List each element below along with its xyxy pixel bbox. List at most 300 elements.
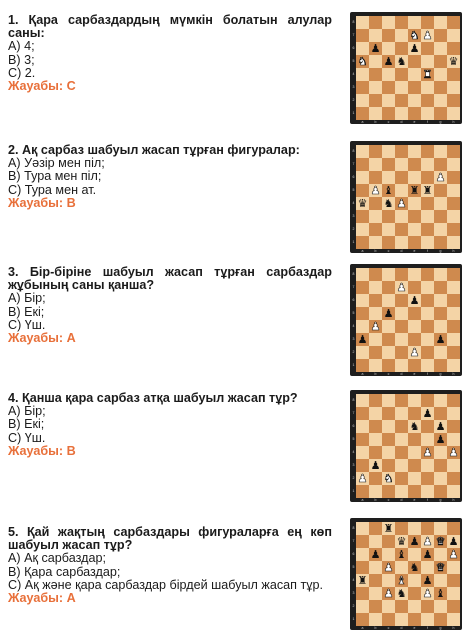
square-f6: [421, 42, 434, 55]
square-a5: [356, 184, 369, 197]
square-g5: [434, 307, 447, 320]
square-h7: [447, 158, 460, 171]
question-2: [0, 128, 470, 256]
square-c1: [382, 359, 395, 372]
chess-piece-icon: ♟: [422, 29, 433, 42]
square-b2: [369, 223, 382, 236]
square-d6: [395, 42, 408, 55]
square-f2: [421, 472, 434, 485]
rank-label: 3: [352, 591, 355, 595]
question-text: [8, 266, 332, 345]
square-d3: [395, 587, 408, 600]
square-d2: [395, 472, 408, 485]
square-b6: [369, 294, 382, 307]
file-label: a: [361, 372, 364, 376]
square-f7: [421, 281, 434, 294]
option-c: C) Үш.: [8, 430, 46, 445]
square-h5: [447, 433, 460, 446]
square-a2: [356, 94, 369, 107]
square-d1: [395, 236, 408, 249]
square-d4: [395, 320, 408, 333]
square-f5: [421, 307, 434, 320]
square-c3: [382, 81, 395, 94]
chess-piece-icon: ♞: [383, 197, 394, 210]
square-a3: [356, 459, 369, 472]
chess-piece-icon: ♟: [357, 472, 368, 485]
square-f2: [421, 346, 434, 359]
square-f8: [421, 16, 434, 29]
square-b4: [369, 574, 382, 587]
square-b3: [369, 587, 382, 600]
square-d6: [395, 294, 408, 307]
option-b: B) Тура мен піл;: [8, 169, 102, 184]
square-b5: [369, 55, 382, 68]
chess-piece-icon: ♟: [448, 446, 459, 459]
square-c7: [382, 535, 395, 548]
square-h6: [447, 171, 460, 184]
chessboard: [350, 264, 462, 376]
square-f7: [421, 407, 434, 420]
chess-piece-icon: ♟: [383, 55, 394, 68]
square-e4: [408, 68, 421, 81]
file-label: f: [427, 120, 428, 124]
rank-label: 7: [352, 539, 355, 543]
file-label: g: [439, 498, 442, 502]
square-d7: [395, 535, 408, 548]
square-d5: [395, 184, 408, 197]
square-e3: [408, 587, 421, 600]
file-label: e: [413, 372, 416, 376]
rank-label: 1: [352, 617, 355, 621]
square-b4: [369, 68, 382, 81]
square-b8: [369, 522, 382, 535]
rank-label: 7: [352, 285, 355, 289]
rank-label: 3: [352, 463, 355, 467]
square-e6: [408, 42, 421, 55]
square-a7: [356, 158, 369, 171]
chess-piece-icon: ♜: [422, 184, 433, 197]
square-a4: [356, 446, 369, 459]
square-d8: [395, 145, 408, 158]
square-c3: [382, 333, 395, 346]
square-a3: [356, 81, 369, 94]
square-f2: [421, 94, 434, 107]
square-e6: [408, 294, 421, 307]
square-c4: [382, 574, 395, 587]
square-g7: [434, 535, 447, 548]
square-c8: [382, 522, 395, 535]
file-label: f: [427, 249, 428, 253]
square-a5: [356, 433, 369, 446]
square-f8: [421, 145, 434, 158]
square-h8: [447, 268, 460, 281]
file-label: a: [361, 626, 364, 630]
chess-piece-icon: ♝: [396, 574, 407, 587]
square-a7: [356, 281, 369, 294]
square-b5: [369, 184, 382, 197]
square-b5: [369, 307, 382, 320]
rank-label: 8: [352, 20, 355, 24]
square-d4: [395, 197, 408, 210]
square-g1: [434, 613, 447, 626]
rank-label: 8: [352, 526, 355, 530]
square-d2: [395, 94, 408, 107]
rank-label: 7: [352, 411, 355, 415]
rank-label: 5: [352, 59, 355, 63]
chess-piece-icon: ♟: [383, 561, 394, 574]
square-b8: [369, 394, 382, 407]
square-h3: [447, 459, 460, 472]
square-d5: [395, 561, 408, 574]
rank-label: 3: [352, 337, 355, 341]
square-d7: [395, 158, 408, 171]
answer-label: Жауабы: B: [8, 443, 76, 458]
square-b7: [369, 535, 382, 548]
square-g2: [434, 223, 447, 236]
rank-label: 2: [352, 227, 355, 231]
square-e1: [408, 359, 421, 372]
chess-piece-icon: ♟: [370, 184, 381, 197]
square-e7: [408, 281, 421, 294]
square-a7: [356, 535, 369, 548]
square-a6: [356, 171, 369, 184]
rank-label: 6: [352, 552, 355, 556]
square-g1: [434, 359, 447, 372]
square-c6: [382, 294, 395, 307]
rank-label: 6: [352, 46, 355, 50]
file-label: a: [361, 249, 364, 253]
square-e1: [408, 107, 421, 120]
square-b7: [369, 281, 382, 294]
square-g3: [434, 210, 447, 223]
square-f4: [421, 446, 434, 459]
square-a2: [356, 223, 369, 236]
square-f4: [421, 320, 434, 333]
rank-label: 4: [352, 324, 355, 328]
file-label: e: [413, 498, 416, 502]
option-b: B) Қара сарбаздар;: [8, 564, 121, 579]
file-label: d: [400, 120, 403, 124]
board-grid: [356, 145, 460, 249]
square-g8: [434, 394, 447, 407]
file-label: b: [374, 498, 377, 502]
square-g2: [434, 472, 447, 485]
rank-label: 1: [352, 111, 355, 115]
file-label: e: [413, 626, 416, 630]
square-b6: [369, 42, 382, 55]
file-label: h: [452, 249, 455, 253]
square-a7: [356, 29, 369, 42]
board-grid: [356, 522, 460, 626]
square-g7: [434, 281, 447, 294]
question-text: [8, 14, 332, 93]
square-g5: [434, 561, 447, 574]
square-h5: [447, 55, 460, 68]
square-d3: [395, 210, 408, 223]
square-f1: [421, 613, 434, 626]
square-g3: [434, 81, 447, 94]
square-f7: [421, 535, 434, 548]
square-e5: [408, 55, 421, 68]
rank-label: 5: [352, 437, 355, 441]
file-label: b: [374, 120, 377, 124]
square-g7: [434, 29, 447, 42]
square-a1: [356, 236, 369, 249]
square-a2: [356, 346, 369, 359]
rank-label: 4: [352, 201, 355, 205]
square-c4: [382, 320, 395, 333]
square-h7: [447, 535, 460, 548]
square-a1: [356, 359, 369, 372]
square-h5: [447, 307, 460, 320]
rank-label: 5: [352, 311, 355, 315]
question-title: 3. Бір-біріне шабуыл жасап тұрған сарбаздар жұбының саны қанша?: [8, 265, 332, 293]
square-h8: [447, 145, 460, 158]
question-text: [8, 526, 332, 605]
square-b1: [369, 613, 382, 626]
rank-label: 8: [352, 398, 355, 402]
chess-piece-icon: ♟: [422, 548, 433, 561]
square-f8: [421, 394, 434, 407]
chess-piece-icon: ♟: [448, 548, 459, 561]
square-a6: [356, 42, 369, 55]
rank-label: 4: [352, 450, 355, 454]
file-label: h: [452, 372, 455, 376]
square-g8: [434, 16, 447, 29]
chess-piece-icon: ♟: [435, 433, 446, 446]
chess-piece-icon: ♟: [370, 459, 381, 472]
chess-piece-icon: ♛: [396, 535, 407, 548]
square-g2: [434, 94, 447, 107]
file-label: f: [427, 498, 428, 502]
square-e8: [408, 394, 421, 407]
square-a8: [356, 145, 369, 158]
square-g6: [434, 420, 447, 433]
chess-piece-icon: ♛: [448, 55, 459, 68]
square-c2: [382, 223, 395, 236]
square-e5: [408, 307, 421, 320]
square-b5: [369, 561, 382, 574]
square-g3: [434, 587, 447, 600]
question-title: 5. Қай жақтың сарбаздары фигураларға ең көп шабуыл жасап тұр?: [8, 525, 332, 553]
square-g4: [434, 68, 447, 81]
square-c2: [382, 472, 395, 485]
board-grid: [356, 268, 460, 372]
square-g4: [434, 197, 447, 210]
square-c2: [382, 600, 395, 613]
file-label: f: [427, 372, 428, 376]
square-h8: [447, 522, 460, 535]
square-c8: [382, 145, 395, 158]
square-f6: [421, 420, 434, 433]
file-label: g: [439, 120, 442, 124]
square-d7: [395, 281, 408, 294]
square-c6: [382, 420, 395, 433]
question-title: 1. Қара сарбаздардың мүмкін болатын алулар саны:: [8, 13, 332, 41]
square-e7: [408, 29, 421, 42]
square-b2: [369, 600, 382, 613]
square-h7: [447, 407, 460, 420]
square-a8: [356, 522, 369, 535]
question-title: 2. Ақ сарбаз шабуыл жасап тұрған фигуралар:: [8, 143, 300, 157]
square-d1: [395, 485, 408, 498]
file-label: g: [439, 249, 442, 253]
square-c3: [382, 459, 395, 472]
square-c1: [382, 107, 395, 120]
square-a8: [356, 394, 369, 407]
square-g3: [434, 459, 447, 472]
square-c1: [382, 236, 395, 249]
square-f5: [421, 184, 434, 197]
file-label: d: [400, 372, 403, 376]
square-e4: [408, 446, 421, 459]
file-label: b: [374, 626, 377, 630]
square-b1: [369, 236, 382, 249]
chess-piece-icon: ♟: [448, 535, 459, 548]
square-c6: [382, 171, 395, 184]
square-c8: [382, 16, 395, 29]
file-label: c: [387, 120, 390, 124]
square-c8: [382, 394, 395, 407]
file-label: b: [374, 372, 377, 376]
square-e3: [408, 210, 421, 223]
square-h3: [447, 333, 460, 346]
square-f3: [421, 210, 434, 223]
chessboard: [350, 518, 462, 630]
chess-piece-icon: ♜: [383, 522, 394, 535]
square-e6: [408, 171, 421, 184]
square-c7: [382, 29, 395, 42]
square-b4: [369, 197, 382, 210]
file-label: e: [413, 249, 416, 253]
square-h1: [447, 236, 460, 249]
square-f2: [421, 600, 434, 613]
chess-piece-icon: ♟: [370, 42, 381, 55]
square-d8: [395, 268, 408, 281]
square-h2: [447, 223, 460, 236]
option-a: A) 4;: [8, 39, 35, 54]
square-d6: [395, 420, 408, 433]
square-d1: [395, 359, 408, 372]
chess-piece-icon: ♟: [396, 197, 407, 210]
file-label: c: [387, 249, 390, 253]
square-d7: [395, 29, 408, 42]
rank-label: 4: [352, 578, 355, 582]
square-f5: [421, 433, 434, 446]
question-3: [0, 256, 470, 384]
square-g7: [434, 407, 447, 420]
square-c6: [382, 42, 395, 55]
square-a2: [356, 600, 369, 613]
file-label: g: [439, 626, 442, 630]
square-e2: [408, 223, 421, 236]
square-c7: [382, 407, 395, 420]
square-e8: [408, 16, 421, 29]
square-d4: [395, 574, 408, 587]
square-c5: [382, 433, 395, 446]
square-f4: [421, 197, 434, 210]
square-h5: [447, 184, 460, 197]
rank-label: 2: [352, 604, 355, 608]
chess-piece-icon: ♟: [357, 333, 368, 346]
square-h4: [447, 197, 460, 210]
file-label: f: [427, 626, 428, 630]
question-4: [0, 384, 470, 512]
square-a8: [356, 16, 369, 29]
square-h6: [447, 42, 460, 55]
square-f7: [421, 158, 434, 171]
square-c8: [382, 268, 395, 281]
chess-piece-icon: ♟: [422, 574, 433, 587]
square-h1: [447, 485, 460, 498]
square-d6: [395, 171, 408, 184]
chess-piece-icon: ♜: [409, 184, 420, 197]
file-label: c: [387, 498, 390, 502]
square-b2: [369, 346, 382, 359]
file-label: d: [400, 249, 403, 253]
square-c3: [382, 587, 395, 600]
file-label: c: [387, 372, 390, 376]
square-b2: [369, 472, 382, 485]
square-d5: [395, 55, 408, 68]
square-h1: [447, 359, 460, 372]
chess-piece-icon: ♟: [409, 346, 420, 359]
square-f4: [421, 574, 434, 587]
file-label: h: [452, 626, 455, 630]
square-a1: [356, 613, 369, 626]
chess-piece-icon: ♝: [383, 184, 394, 197]
chess-piece-icon: ♟: [422, 587, 433, 600]
square-b8: [369, 145, 382, 158]
square-e2: [408, 472, 421, 485]
square-h3: [447, 587, 460, 600]
chess-piece-icon: ♞: [396, 587, 407, 600]
square-c2: [382, 94, 395, 107]
file-label: a: [361, 120, 364, 124]
option-c: C) Ақ және қара сарбаздар бірдей шабуыл жасап тұр.: [8, 577, 324, 592]
square-e6: [408, 420, 421, 433]
chess-piece-icon: ♛: [435, 561, 446, 574]
square-h4: [447, 68, 460, 81]
square-c5: [382, 55, 395, 68]
square-h4: [447, 320, 460, 333]
square-b4: [369, 446, 382, 459]
rank-label: 7: [352, 33, 355, 37]
square-e4: [408, 197, 421, 210]
option-c: C) Үш.: [8, 317, 46, 332]
square-d1: [395, 107, 408, 120]
square-h1: [447, 613, 460, 626]
square-d3: [395, 459, 408, 472]
square-f1: [421, 485, 434, 498]
question-5: [0, 512, 470, 640]
square-g1: [434, 107, 447, 120]
square-h5: [447, 561, 460, 574]
square-d5: [395, 307, 408, 320]
square-d3: [395, 333, 408, 346]
rank-label: 6: [352, 424, 355, 428]
square-d2: [395, 223, 408, 236]
square-h6: [447, 294, 460, 307]
file-label: d: [400, 626, 403, 630]
chess-piece-icon: ♞: [357, 55, 368, 68]
square-c7: [382, 158, 395, 171]
chess-piece-icon: ♟: [409, 42, 420, 55]
square-d8: [395, 522, 408, 535]
square-f5: [421, 561, 434, 574]
answer-label: Жауабы: A: [8, 331, 76, 346]
option-c: C) 2.: [8, 65, 36, 80]
